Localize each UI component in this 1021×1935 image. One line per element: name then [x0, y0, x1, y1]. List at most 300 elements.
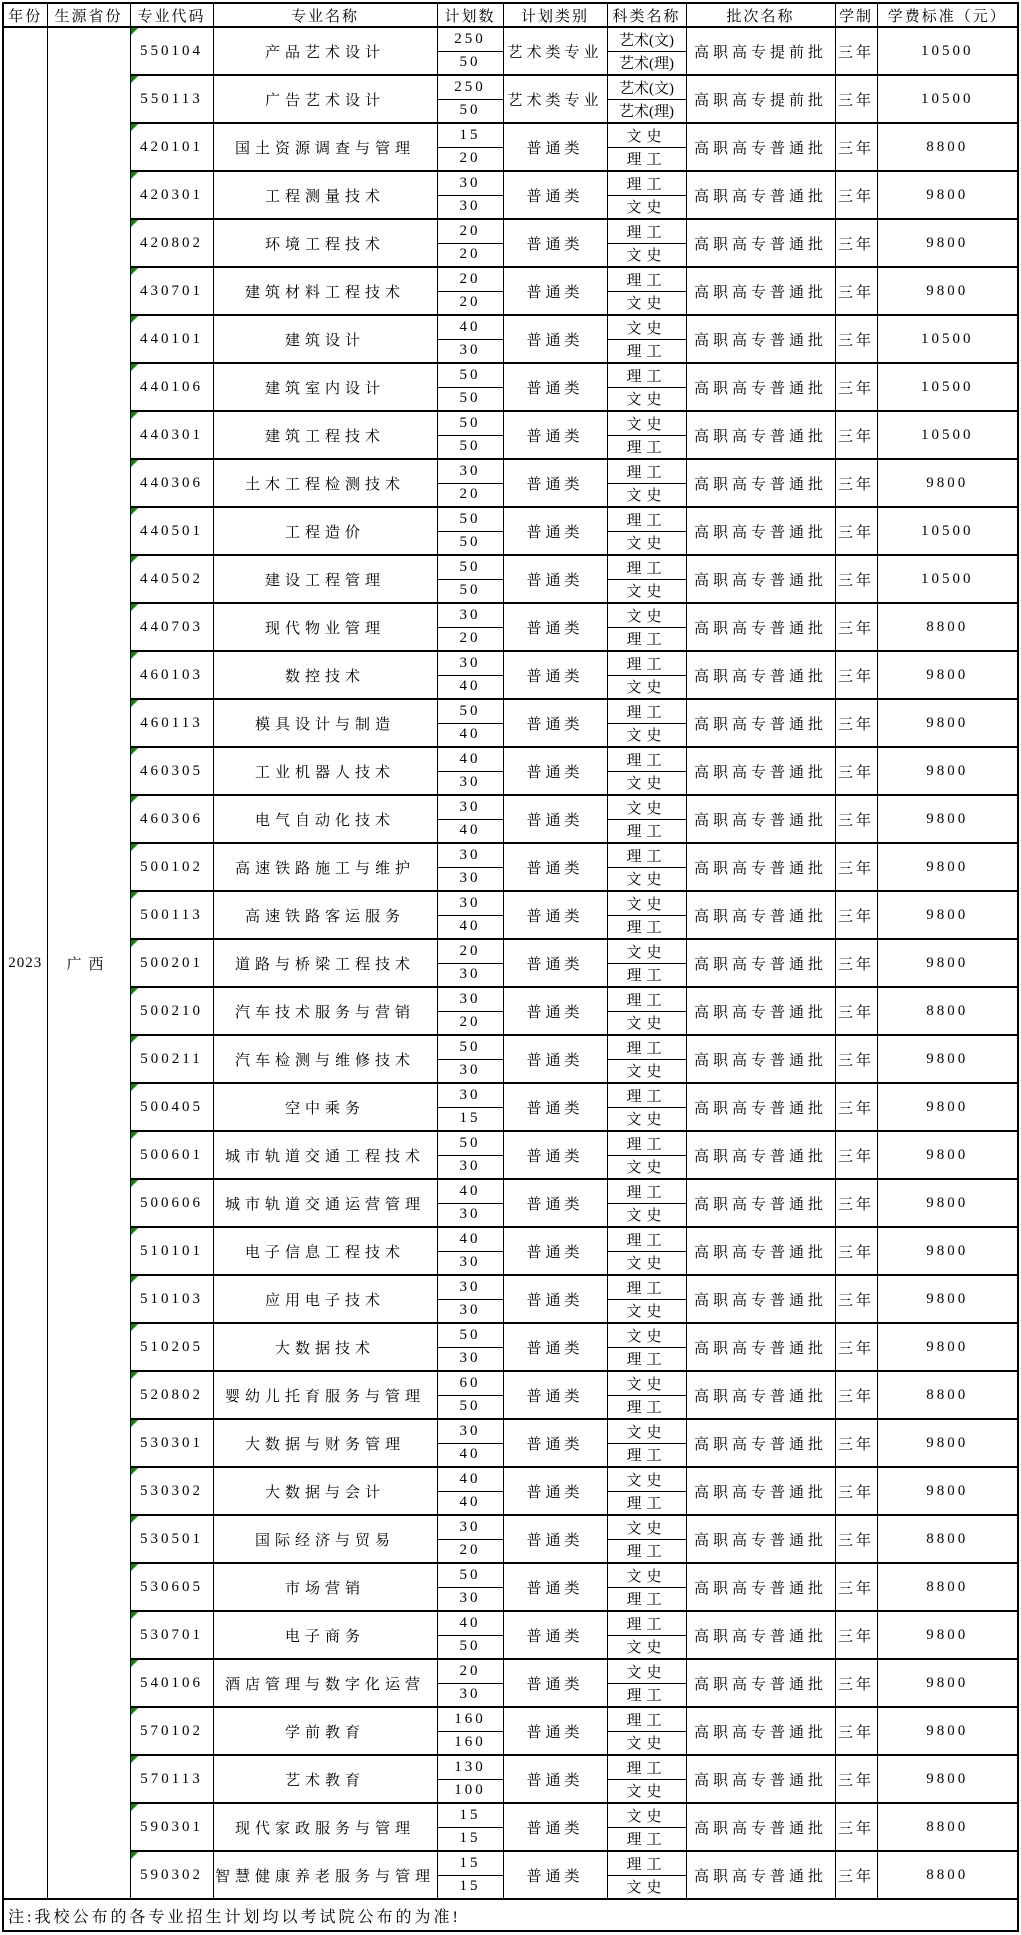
tuition-fee-cell: 9800 [877, 891, 1018, 939]
plan-category-cell: 普通类 [503, 1515, 607, 1563]
subject-category-cell-top: 理工 [607, 1227, 686, 1251]
subject-category-cell-top: 艺术(文) [607, 75, 686, 99]
subject-category-cell-bottom: 文史 [607, 1731, 686, 1755]
plan-category-cell: 普通类 [503, 699, 607, 747]
subject-category-cell-top: 理工 [607, 1755, 686, 1779]
comment-marker-icon [131, 1804, 138, 1811]
major-name-cell: 建筑工程技术 [213, 411, 437, 459]
plan-count-cell-bottom: 30 [437, 1251, 503, 1275]
major-name-cell: 工程造价 [213, 507, 437, 555]
major-code-cell [130, 171, 213, 219]
subject-category-cell-top: 理工 [607, 507, 686, 531]
major-code: 420101 [140, 138, 203, 155]
major-row-top [3, 1707, 1018, 1731]
batch-name-cell: 高职高专普通批 [686, 651, 835, 699]
duration-cell: 三年 [835, 1467, 877, 1515]
plan-count-cell-bottom: 40 [437, 675, 503, 699]
batch-name-cell: 高职高专普通批 [686, 1083, 835, 1131]
subject-category-cell-top: 理工 [607, 1275, 686, 1299]
major-name-cell: 婴幼儿托育服务与管理 [213, 1371, 437, 1419]
major-code-cell [130, 1803, 213, 1851]
plan-count-cell-top: 30 [437, 459, 503, 483]
plan-category-cell: 艺术类专业 [503, 27, 607, 75]
subject-category-cell-bottom: 文史 [607, 723, 686, 747]
major-row-top [3, 171, 1018, 195]
tuition-fee-cell: 9800 [877, 171, 1018, 219]
duration-cell: 三年 [835, 1323, 877, 1371]
major-code: 440101 [140, 330, 203, 347]
major-code-cell [130, 1179, 213, 1227]
comment-marker-icon [131, 124, 138, 131]
batch-name-cell: 高职高专普通批 [686, 1323, 835, 1371]
major-row-top [3, 1179, 1018, 1203]
comment-marker-icon [131, 796, 138, 803]
subject-category-cell-bottom: 文史 [607, 1875, 686, 1899]
subject-category-cell-top: 理工 [607, 219, 686, 243]
plan-count-cell-bottom: 40 [437, 1443, 503, 1467]
tuition-fee-cell: 9800 [877, 219, 1018, 267]
duration-cell: 三年 [835, 1227, 877, 1275]
batch-name-cell: 高职高专普通批 [686, 939, 835, 987]
subject-category-cell-bottom: 文史 [607, 1203, 686, 1227]
col-header-tuition-fee: 学费标准（元） [877, 3, 1018, 27]
major-name-cell: 酒店管理与数字化运营 [213, 1659, 437, 1707]
major-row-top [3, 603, 1018, 627]
major-code: 460305 [140, 762, 203, 779]
duration-cell: 三年 [835, 699, 877, 747]
major-code: 460113 [140, 714, 203, 731]
major-name-cell: 大数据技术 [213, 1323, 437, 1371]
subject-category-cell-bottom: 理工 [607, 339, 686, 363]
plan-category-cell: 普通类 [503, 891, 607, 939]
province-cell: 广西 [47, 27, 130, 1899]
comment-marker-icon [131, 1708, 138, 1715]
major-code-cell [130, 1131, 213, 1179]
major-name-cell: 学前教育 [213, 1707, 437, 1755]
batch-name-cell: 高职高专普通批 [686, 1275, 835, 1323]
major-code: 500113 [140, 906, 203, 923]
major-code: 430701 [140, 282, 203, 299]
major-row-top [3, 699, 1018, 723]
subject-category-cell-top: 理工 [607, 171, 686, 195]
subject-category-cell-top: 理工 [607, 843, 686, 867]
batch-name-cell: 高职高专普通批 [686, 891, 835, 939]
tuition-fee-cell: 10500 [877, 315, 1018, 363]
tuition-fee-cell: 10500 [877, 411, 1018, 459]
plan-count-cell-bottom: 30 [437, 1155, 503, 1179]
duration-cell: 三年 [835, 171, 877, 219]
major-name-cell: 城市轨道交通运营管理 [213, 1179, 437, 1227]
major-name-cell: 工业机器人技术 [213, 747, 437, 795]
plan-count-cell-bottom: 30 [437, 1299, 503, 1323]
tuition-fee-cell: 8800 [877, 603, 1018, 651]
major-code-cell [130, 1035, 213, 1083]
duration-cell: 三年 [835, 1083, 877, 1131]
major-code-cell [130, 1611, 213, 1659]
subject-category-cell-top: 理工 [607, 1611, 686, 1635]
plan-count-cell-top: 30 [437, 1515, 503, 1539]
plan-count-cell-top: 30 [437, 651, 503, 675]
plan-category-cell: 艺术类专业 [503, 75, 607, 123]
plan-count-cell-bottom: 50 [437, 531, 503, 555]
plan-count-cell-top: 50 [437, 555, 503, 579]
plan-category-cell: 普通类 [503, 1419, 607, 1467]
subject-category-cell-bottom: 理工 [607, 1347, 686, 1371]
subject-category-cell-bottom: 文史 [607, 1251, 686, 1275]
major-name-cell: 建设工程管理 [213, 555, 437, 603]
subject-category-cell-bottom: 文史 [607, 1779, 686, 1803]
plan-count-cell-top: 160 [437, 1707, 503, 1731]
plan-count-cell-top: 50 [437, 507, 503, 531]
batch-name-cell: 高职高专普通批 [686, 1467, 835, 1515]
comment-marker-icon [131, 508, 138, 515]
batch-name-cell: 高职高专普通批 [686, 987, 835, 1035]
plan-category-cell: 普通类 [503, 1659, 607, 1707]
major-code-cell [130, 1419, 213, 1467]
subject-category-cell-top: 文史 [607, 939, 686, 963]
tuition-fee-cell: 8800 [877, 1371, 1018, 1419]
plan-count-cell-top: 40 [437, 315, 503, 339]
major-code-cell [130, 699, 213, 747]
tuition-fee-cell: 10500 [877, 507, 1018, 555]
major-code: 440106 [140, 378, 203, 395]
major-code: 590301 [140, 1818, 203, 1835]
major-code: 540106 [140, 1674, 203, 1691]
major-name-cell: 模具设计与制造 [213, 699, 437, 747]
plan-category-cell: 普通类 [503, 939, 607, 987]
subject-category-cell-top: 理工 [607, 1131, 686, 1155]
duration-cell: 三年 [835, 603, 877, 651]
subject-category-cell-bottom: 文史 [607, 675, 686, 699]
plan-count-cell-top: 40 [437, 1467, 503, 1491]
subject-category-cell-bottom: 文史 [607, 195, 686, 219]
subject-category-cell-bottom: 文史 [607, 771, 686, 795]
plan-count-cell-top: 15 [437, 123, 503, 147]
subject-category-cell-top: 文史 [607, 315, 686, 339]
plan-category-cell: 普通类 [503, 987, 607, 1035]
comment-marker-icon [131, 28, 138, 35]
major-code-cell [130, 939, 213, 987]
major-row-top [3, 1515, 1018, 1539]
major-code: 500606 [140, 1194, 203, 1211]
major-code: 500102 [140, 858, 203, 875]
plan-count-cell-bottom: 20 [437, 1539, 503, 1563]
major-code-cell [130, 603, 213, 651]
plan-count-cell-top: 50 [437, 363, 503, 387]
plan-count-cell-top: 40 [437, 1179, 503, 1203]
major-row-top [3, 1803, 1018, 1827]
major-name-cell: 工程测量技术 [213, 171, 437, 219]
comment-marker-icon [131, 940, 138, 947]
subject-category-cell-bottom: 艺术(理) [607, 51, 686, 75]
subject-category-cell-top: 文史 [607, 123, 686, 147]
tuition-fee-cell: 10500 [877, 363, 1018, 411]
major-row-top [3, 123, 1018, 147]
duration-cell: 三年 [835, 363, 877, 411]
subject-category-cell-top: 文史 [607, 1515, 686, 1539]
major-code-cell [130, 219, 213, 267]
tuition-fee-cell: 9800 [877, 1707, 1018, 1755]
subject-category-cell-bottom: 理工 [607, 819, 686, 843]
duration-cell: 三年 [835, 1851, 877, 1899]
comment-marker-icon [131, 1276, 138, 1283]
batch-name-cell: 高职高专普通批 [686, 1611, 835, 1659]
comment-marker-icon [131, 1612, 138, 1619]
plan-count-cell-bottom: 30 [437, 1203, 503, 1227]
major-code-cell [130, 1371, 213, 1419]
plan-count-cell-top: 50 [437, 1131, 503, 1155]
major-code-cell [130, 411, 213, 459]
major-code-cell [130, 1755, 213, 1803]
plan-count-cell-bottom: 50 [437, 579, 503, 603]
plan-category-cell: 普通类 [503, 747, 607, 795]
major-code-cell [130, 1083, 213, 1131]
duration-cell: 三年 [835, 1563, 877, 1611]
tuition-fee-cell: 8800 [877, 123, 1018, 171]
subject-category-cell-top: 文史 [607, 1563, 686, 1587]
major-row-top [3, 1467, 1018, 1491]
plan-category-cell: 普通类 [503, 1131, 607, 1179]
plan-count-cell-bottom: 15 [437, 1107, 503, 1131]
comment-marker-icon [131, 844, 138, 851]
batch-name-cell: 高职高专普通批 [686, 1659, 835, 1707]
plan-count-cell-bottom: 30 [437, 1347, 503, 1371]
batch-name-cell: 高职高专普通批 [686, 843, 835, 891]
subject-category-cell-bottom: 文史 [607, 483, 686, 507]
major-name-cell: 城市轨道交通工程技术 [213, 1131, 437, 1179]
major-row-top [3, 795, 1018, 819]
comment-marker-icon [131, 220, 138, 227]
col-header-subject-category: 科类名称 [607, 3, 686, 27]
plan-count-cell-bottom: 30 [437, 339, 503, 363]
plan-category-cell: 普通类 [503, 1755, 607, 1803]
duration-cell: 三年 [835, 315, 877, 363]
major-name-cell: 电子商务 [213, 1611, 437, 1659]
comment-marker-icon [131, 268, 138, 275]
subject-category-cell-top: 文史 [607, 603, 686, 627]
plan-category-cell: 普通类 [503, 1323, 607, 1371]
tuition-fee-cell: 8800 [877, 1563, 1018, 1611]
subject-category-cell-bottom: 理工 [607, 915, 686, 939]
major-code-cell [130, 1563, 213, 1611]
major-code-cell [130, 795, 213, 843]
subject-category-cell-bottom: 文史 [607, 1635, 686, 1659]
header-row [3, 3, 1018, 27]
major-row-top [3, 651, 1018, 675]
plan-category-cell: 普通类 [503, 219, 607, 267]
batch-name-cell: 高职高专普通批 [686, 1371, 835, 1419]
plan-category-cell: 普通类 [503, 1035, 607, 1083]
batch-name-cell: 高职高专普通批 [686, 1035, 835, 1083]
duration-cell: 三年 [835, 1131, 877, 1179]
subject-category-cell-bottom: 文史 [607, 531, 686, 555]
major-code: 500601 [140, 1146, 203, 1163]
plan-count-cell-bottom: 15 [437, 1827, 503, 1851]
subject-category-cell-bottom: 文史 [607, 243, 686, 267]
major-code-cell [130, 1227, 213, 1275]
subject-category-cell-bottom: 文史 [607, 387, 686, 411]
col-header-major-code: 专业代码 [130, 3, 213, 27]
duration-cell: 三年 [835, 747, 877, 795]
major-row-top [3, 1659, 1018, 1683]
major-code-cell [130, 507, 213, 555]
major-row-top [3, 1611, 1018, 1635]
plan-category-cell: 普通类 [503, 1227, 607, 1275]
batch-name-cell: 高职高专普通批 [686, 315, 835, 363]
subject-category-cell-top: 文史 [607, 1467, 686, 1491]
plan-category-cell: 普通类 [503, 459, 607, 507]
col-header-major-name: 专业名称 [213, 3, 437, 27]
plan-category-cell: 普通类 [503, 651, 607, 699]
major-row-top [3, 1563, 1018, 1587]
plan-count-cell-bottom: 30 [437, 867, 503, 891]
plan-count-cell-bottom: 160 [437, 1731, 503, 1755]
major-code: 530605 [140, 1578, 203, 1595]
tuition-fee-cell: 9800 [877, 747, 1018, 795]
batch-name-cell: 高职高专普通批 [686, 1131, 835, 1179]
plan-count-cell-bottom: 30 [437, 1587, 503, 1611]
plan-count-cell-top: 20 [437, 267, 503, 291]
comment-marker-icon [131, 652, 138, 659]
plan-category-cell: 普通类 [503, 603, 607, 651]
batch-name-cell: 高职高专普通批 [686, 459, 835, 507]
subject-category-cell-top: 文史 [607, 411, 686, 435]
plan-count-cell-bottom: 50 [437, 435, 503, 459]
tuition-fee-cell: 9800 [877, 651, 1018, 699]
col-header-plan-count: 计划数 [437, 3, 503, 27]
plan-count-cell-bottom: 50 [437, 387, 503, 411]
batch-name-cell: 高职高专普通批 [686, 1419, 835, 1467]
plan-count-cell-top: 15 [437, 1851, 503, 1875]
duration-cell: 三年 [835, 1275, 877, 1323]
major-name-cell: 市场营销 [213, 1563, 437, 1611]
subject-category-cell-top: 理工 [607, 363, 686, 387]
duration-cell: 三年 [835, 891, 877, 939]
major-code-cell [130, 363, 213, 411]
plan-count-cell-top: 50 [437, 1563, 503, 1587]
major-code-cell [130, 1275, 213, 1323]
duration-cell: 三年 [835, 1803, 877, 1851]
major-name-cell: 环境工程技术 [213, 219, 437, 267]
major-row-top [3, 555, 1018, 579]
major-row-top [3, 315, 1018, 339]
tuition-fee-cell: 9800 [877, 699, 1018, 747]
duration-cell: 三年 [835, 27, 877, 75]
major-name-cell: 汽车检测与维修技术 [213, 1035, 437, 1083]
subject-category-cell-bottom: 文史 [607, 1155, 686, 1179]
plan-category-cell: 普通类 [503, 363, 607, 411]
plan-count-cell-bottom: 20 [437, 291, 503, 315]
comment-marker-icon [131, 1228, 138, 1235]
batch-name-cell: 高职高专提前批 [686, 75, 835, 123]
major-name-cell: 高速铁路客运服务 [213, 891, 437, 939]
major-code-cell [130, 1515, 213, 1563]
plan-count-cell-top: 20 [437, 1659, 503, 1683]
major-row-top [3, 75, 1018, 99]
major-code-cell [130, 651, 213, 699]
comment-marker-icon [131, 988, 138, 995]
tuition-fee-cell: 9800 [877, 939, 1018, 987]
plan-count-cell-bottom: 30 [437, 195, 503, 219]
major-code: 590302 [140, 1866, 203, 1883]
tuition-fee-cell: 9800 [877, 843, 1018, 891]
major-row-top [3, 1131, 1018, 1155]
major-code: 520802 [140, 1386, 203, 1403]
plan-count-cell-bottom: 15 [437, 1875, 503, 1899]
subject-category-cell-top: 文史 [607, 1323, 686, 1347]
major-name-cell: 国际经济与贸易 [213, 1515, 437, 1563]
plan-count-cell-bottom: 30 [437, 771, 503, 795]
tuition-fee-cell: 9800 [877, 1611, 1018, 1659]
major-row-top [3, 1755, 1018, 1779]
note-cell: 注:我校公布的各专业招生计划均以考试院公布的为准! [3, 1899, 1018, 1931]
subject-category-cell-top: 理工 [607, 1083, 686, 1107]
major-row-top [3, 987, 1018, 1011]
duration-cell: 三年 [835, 939, 877, 987]
major-code-cell [130, 1323, 213, 1371]
tuition-fee-cell: 9800 [877, 1179, 1018, 1227]
major-row-top [3, 843, 1018, 867]
plan-count-cell-top: 250 [437, 27, 503, 51]
subject-category-cell-top: 理工 [607, 1707, 686, 1731]
plan-category-cell: 普通类 [503, 1371, 607, 1419]
duration-cell: 三年 [835, 987, 877, 1035]
subject-category-cell-bottom: 理工 [607, 147, 686, 171]
major-code: 550113 [140, 90, 203, 107]
subject-category-cell-bottom: 理工 [607, 627, 686, 651]
plan-count-cell-top: 30 [437, 1083, 503, 1107]
comment-marker-icon [131, 1036, 138, 1043]
plan-count-cell-top: 30 [437, 987, 503, 1011]
subject-category-cell-top: 文史 [607, 1803, 686, 1827]
plan-category-cell: 普通类 [503, 411, 607, 459]
major-row-top [3, 1083, 1018, 1107]
major-name-cell: 大数据与会计 [213, 1467, 437, 1515]
plan-count-cell-bottom: 100 [437, 1779, 503, 1803]
major-row-top [3, 939, 1018, 963]
batch-name-cell: 高职高专普通批 [686, 267, 835, 315]
plan-count-cell-top: 30 [437, 891, 503, 915]
subject-category-cell-top: 理工 [607, 651, 686, 675]
subject-category-cell-top: 理工 [607, 1179, 686, 1203]
batch-name-cell: 高职高专普通批 [686, 171, 835, 219]
major-code-cell [130, 123, 213, 171]
plan-count-cell-top: 40 [437, 1227, 503, 1251]
plan-count-cell-bottom: 20 [437, 627, 503, 651]
duration-cell: 三年 [835, 1755, 877, 1803]
subject-category-cell-bottom: 理工 [607, 1683, 686, 1707]
major-code-cell [130, 75, 213, 123]
major-code-cell [130, 987, 213, 1035]
subject-category-cell-bottom: 理工 [607, 1539, 686, 1563]
duration-cell: 三年 [835, 651, 877, 699]
comment-marker-icon [131, 1180, 138, 1187]
major-code-cell [130, 891, 213, 939]
batch-name-cell: 高职高专普通批 [686, 1707, 835, 1755]
tuition-fee-cell: 9800 [877, 1419, 1018, 1467]
major-row-top [3, 1371, 1018, 1395]
major-code: 440501 [140, 522, 203, 539]
plan-category-cell: 普通类 [503, 1707, 607, 1755]
major-code-cell [130, 1851, 213, 1899]
major-code: 440502 [140, 570, 203, 587]
major-name-cell: 道路与桥梁工程技术 [213, 939, 437, 987]
major-name-cell: 高速铁路施工与维护 [213, 843, 437, 891]
comment-marker-icon [131, 1468, 138, 1475]
major-row-top [3, 267, 1018, 291]
plan-count-cell-bottom: 50 [437, 1635, 503, 1659]
subject-category-cell-bottom: 文史 [607, 291, 686, 315]
